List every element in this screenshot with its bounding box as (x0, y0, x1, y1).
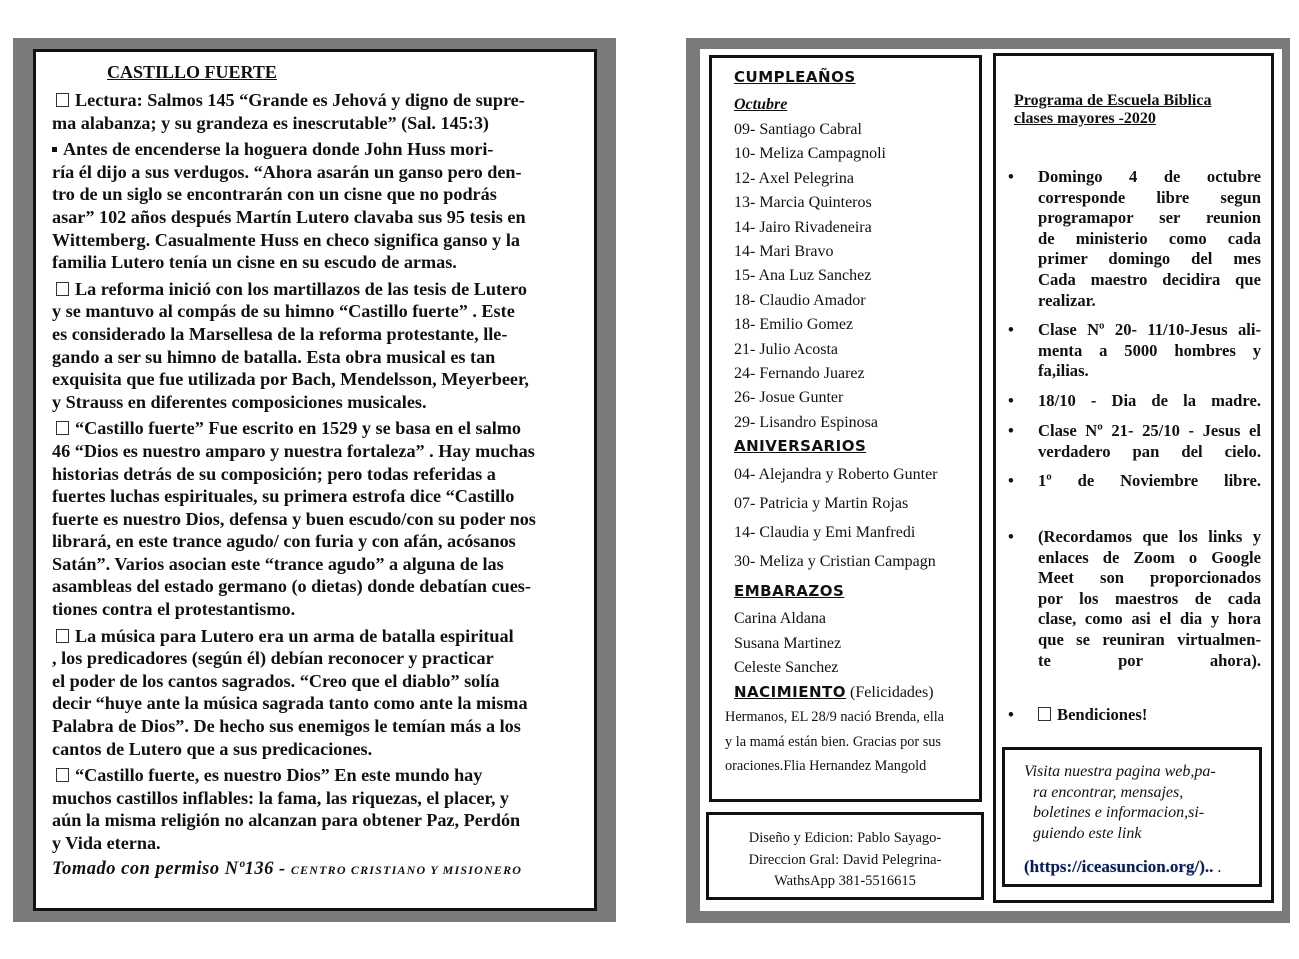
birthday-item: 18- Claudio Amador (734, 291, 866, 309)
bullet-icon: • (1008, 471, 1014, 490)
pregnancy-item: Carina Aldana (734, 610, 826, 627)
article-line-text: decir “huye ante la música sagrada tanto como ante la misma (52, 693, 528, 714)
article-line-text: , los predicadores (según él) debían reconocer y practicar (52, 648, 494, 669)
birth-suffix: (Felicidades) (846, 684, 934, 701)
article-line (52, 625, 581, 648)
birth-heading: NACIMIENTO (734, 683, 847, 701)
bullet-icon: • (1008, 391, 1014, 410)
program-item-text (1038, 167, 1261, 311)
program-item-text (1038, 527, 1261, 671)
birthdays-month: Octubre (734, 96, 788, 113)
article-line-text: asambleas del estado germano (o dietas) donde debatían cues- (52, 576, 531, 597)
website-link-tail: . (1213, 859, 1222, 876)
article-line-text: fuertes luchas espirituales, su primera estrofa dice “Castillo (52, 486, 515, 507)
article-line (52, 508, 581, 531)
article-line-text: y se mantuvo al compás de su himno “Castillo fuerte” . Este (52, 301, 515, 322)
article-line-text: fuerte es nuestro Dios, defensa y buen escudo/con su poder nos (52, 508, 536, 529)
article-line (52, 183, 581, 206)
checkbox-icon (56, 421, 69, 435)
article-paragraph (52, 417, 581, 620)
article-source (52, 859, 581, 880)
article-line (52, 89, 581, 112)
birthday-item: 15- Ana Luz Sanchez (734, 267, 872, 285)
program-line: menta a 5000 hombres y (1038, 340, 1261, 360)
article-line-text: 46 “Dios es nuestro amparo y nuestra fortaleza” . Hay muchas (52, 440, 535, 461)
article-castillo-fuerte (52, 62, 581, 880)
birthday-item: 13- Marcia Quinteros (734, 194, 872, 212)
article-line (52, 809, 581, 832)
website-link-row (1024, 857, 1221, 877)
program-line: (Recordamos que los links y (1038, 527, 1261, 546)
article-line (52, 229, 581, 252)
program-line: fa,ilias. (1038, 361, 1089, 381)
article-line-text: gando a ser su himno de batalla. Esta obra musical es tan (52, 346, 496, 367)
article-line-text: aún la misma religión no alcanzan para obtener Paz, Perdón (52, 810, 521, 831)
program-item-text (1038, 705, 1261, 726)
article-line (52, 138, 581, 161)
article-line-text: y Strauss en diferentes composiciones musicales. (52, 391, 427, 412)
program-line (1038, 705, 1261, 726)
checkbox-icon (56, 93, 69, 107)
birthday-item: 12- Axel Pelegrina (734, 169, 854, 187)
anniversary-item: 04- Alejandra y Roberto Gunter (734, 466, 938, 483)
article-paragraph (52, 764, 581, 854)
program-line: te por ahora). (1038, 650, 1261, 670)
program-item-text (1038, 320, 1261, 382)
program-line: Meet son proporcionados (1038, 568, 1261, 588)
anniversary-item: 14- Claudia y Emi Manfredi (734, 524, 916, 541)
website-line: ra encontrar, mensajes, (1033, 783, 1184, 801)
article-title: CASTILLO FUERTE (107, 62, 277, 82)
article-line-text: Palabra de Dios”. De hecho sus enemigos le temían más a los (52, 716, 521, 737)
article-line (52, 670, 581, 693)
website-link[interactable]: (https://iceasuncion.org/).. (1024, 857, 1214, 876)
source-label: Tomado con permiso Nº136 - (52, 858, 291, 879)
article-line-text: ría él dijo a sus verdugos. “Ahora asarán un ganso pero den- (52, 161, 522, 182)
article-line-text: Wittemberg. Casualmente Huss en checo significa ganso y la (52, 229, 520, 250)
anniversaries-heading: ANIVERSARIOS (734, 437, 867, 455)
birthday-item: 18- Emilio Gomez (734, 316, 854, 334)
program-line: Clase Nº 21- 25/10 - Jesus el (1038, 421, 1261, 440)
program-line: enlaces de Zoom o Google (1038, 547, 1261, 567)
program-line: verdadero pan del cielo. (1038, 441, 1261, 461)
article-line-text: “Castillo fuerte, es nuestro Dios” En este mundo hay (75, 765, 483, 786)
article-line-text: ma alabanza; y su grandeza es inescrutable” (Sal. 145:3) (52, 112, 489, 133)
article-line-text: La reforma inició con los martillazos de las tesis de Lutero (75, 278, 527, 299)
program-line: 1º de Noviembre libre. (1038, 471, 1261, 490)
article-line-text: y Vida eterna. (52, 833, 161, 853)
pregnancies-heading: EMBARAZOS (734, 582, 845, 600)
birth-line: oraciones.Flia Hernandez Mangold (725, 758, 927, 774)
article-line-text: Satán”. Varios asocian este “trance agudo” a alguna de las (52, 553, 504, 574)
article-line (52, 346, 581, 369)
article-line (52, 692, 581, 715)
square-bullet-icon (52, 147, 57, 152)
article-line (52, 647, 581, 670)
birthday-item: 09- Santiago Cabral (734, 121, 862, 138)
article-paragraph (52, 138, 581, 274)
credits-line: Diseño y Edicion: Pablo Sayago- (748, 830, 942, 846)
credits-line: WathsApp 381-5516615 (774, 873, 916, 889)
checkbox-icon (56, 768, 69, 782)
program-item-text (1038, 391, 1261, 412)
bullet-icon: • (1008, 320, 1014, 339)
program-line: por los maestros de cada (1038, 588, 1261, 608)
program-item-text (1038, 471, 1261, 492)
birth-header (734, 683, 934, 702)
article-line (52, 368, 581, 391)
checkbox-icon (1038, 707, 1051, 721)
article-line (52, 764, 581, 787)
article-line (52, 161, 581, 184)
article-line (52, 832, 581, 855)
website-line: boletines e informacion,si- (1033, 804, 1205, 821)
birthday-item: 26- Josue Gunter (734, 389, 844, 407)
article-line (52, 440, 581, 463)
program-line: Domingo 4 de octubre (1038, 167, 1261, 186)
article-paragraph (52, 278, 581, 414)
source-org: CENTRO CRISTIANO Y MISIONERO (290, 862, 523, 877)
anniversary-item: 30- Meliza y Cristian Campagn (734, 553, 936, 570)
article-line (52, 787, 581, 810)
article-line (52, 323, 581, 346)
program-line: clase, como asi el dia y hora (1038, 609, 1261, 629)
article-line (52, 112, 581, 135)
article-line-text: Lectura: Salmos 145 “Grande es Jehová y digno de supre- (75, 90, 525, 110)
program-line: primer domingo del mes (1038, 249, 1261, 269)
program-line: que se reuniran virtualmen- (1038, 629, 1261, 649)
program-line: Clase Nº 20- 11/10-Jesus ali- (1038, 320, 1261, 339)
article-line (52, 463, 581, 486)
article-line (52, 485, 581, 508)
pregnancy-item: Susana Martinez (734, 634, 842, 652)
article-line-text: es considerado la Marsellesa de la reforma protestante, lle- (52, 323, 508, 344)
article-line-text: asar” 102 años después Martín Lutero clavaba sus 95 tesis en (52, 206, 526, 227)
birthday-item: 10- Meliza Campagnoli (734, 145, 886, 163)
article-line (52, 300, 581, 323)
bullet-icon: • (1008, 421, 1014, 440)
bullet-icon: • (1008, 705, 1014, 724)
credits-text (709, 828, 981, 893)
article-line (52, 251, 581, 274)
article-line (52, 553, 581, 576)
article-line (52, 715, 581, 738)
article-line (52, 278, 581, 301)
article-line (52, 206, 581, 229)
checkbox-icon (56, 282, 69, 296)
checkbox-icon (56, 629, 69, 643)
bullet-icon: • (1008, 527, 1014, 546)
article-line-text: tro de un siglo se encontrarán con un cisne que no podrás (52, 184, 497, 205)
program-line: programapor ser reunion (1038, 208, 1261, 228)
article-line-text: cantos de Lutero que a sus predicaciones. (52, 738, 373, 759)
birth-line: Hermanos, EL 28/9 nació Brenda, ella (725, 709, 945, 725)
birthday-item: 24- Fernando Juarez (734, 365, 865, 382)
article-line-text: Antes de encenderse la hoguera donde John Huss mori- (63, 139, 494, 160)
birth-line: y la mamá están bien. Gracias por sus (725, 733, 941, 750)
program-line-text: Bendiciones! (1057, 705, 1148, 724)
birthday-item: 14- Mari Bravo (734, 243, 834, 260)
program-line: corresponde libre segun (1038, 187, 1261, 207)
article-line (52, 598, 581, 621)
program-title-line: Programa de Escuela Biblica (1014, 92, 1212, 109)
article-line-text: tiones contra el protestantismo. (52, 599, 296, 620)
bullet-icon: • (1008, 167, 1014, 186)
website-line: Visita nuestra pagina web,pa- (1024, 763, 1216, 780)
birthday-item: 29- Lisandro Espinosa (734, 413, 878, 431)
birthday-item: 14- Jairo Rivadeneira (734, 218, 872, 236)
article-paragraph (52, 89, 581, 134)
article-line-text: familia Lutero tenía un cisne en su escudo de armas. (52, 252, 457, 273)
article-line-text: muchos castillos inflables: la fama, las riquezas, el placer, y (52, 787, 510, 808)
article-line (52, 391, 581, 414)
birthdays-heading: CUMPLEAÑOS (734, 68, 856, 86)
website-line: guiendo este link (1033, 824, 1142, 842)
article-line-text: La música para Lutero era un arma de batalla espiritual (75, 625, 514, 646)
program-title (1014, 92, 1211, 128)
program-title-line: clases mayores -2020 (1014, 110, 1156, 127)
article-line-text: librará, en este trance agudo/ con furia y con afán, acósanos (52, 531, 516, 552)
program-line: Cada maestro decidira que (1038, 269, 1261, 289)
program-line: 18/10 - Dia de la madre. (1038, 391, 1261, 410)
pregnancy-item: Celeste Sanchez (734, 659, 839, 676)
article-line-text: exquisita que fue utilizada por Bach, Mendelsson, Meyerbeer, (52, 369, 529, 390)
article-line-text: “Castillo fuerte” Fue escrito en 1529 y se basa en el salmo (75, 418, 522, 439)
credits-line: Direccion Gral: David Pelegrina- (748, 851, 942, 868)
article-line-text: historias detrás de su composición; pero todas referidas a (52, 463, 496, 484)
article-line (52, 530, 581, 553)
program-line: de ministerio como cada (1038, 228, 1261, 248)
credits-box (706, 812, 984, 900)
article-line (52, 575, 581, 598)
article-paragraph (52, 625, 581, 761)
anniversary-item: 07- Patricia y Martin Rojas (734, 495, 909, 512)
article-line (52, 738, 581, 761)
program-line: realizar. (1038, 290, 1096, 310)
program-item-text (1038, 421, 1261, 462)
birthday-item: 21- Julio Acosta (734, 340, 838, 358)
article-line-text: el poder de los cantos sagrados. “Creo que el diablo” solía (52, 670, 500, 691)
article-line (52, 417, 581, 440)
article-body (52, 89, 581, 855)
